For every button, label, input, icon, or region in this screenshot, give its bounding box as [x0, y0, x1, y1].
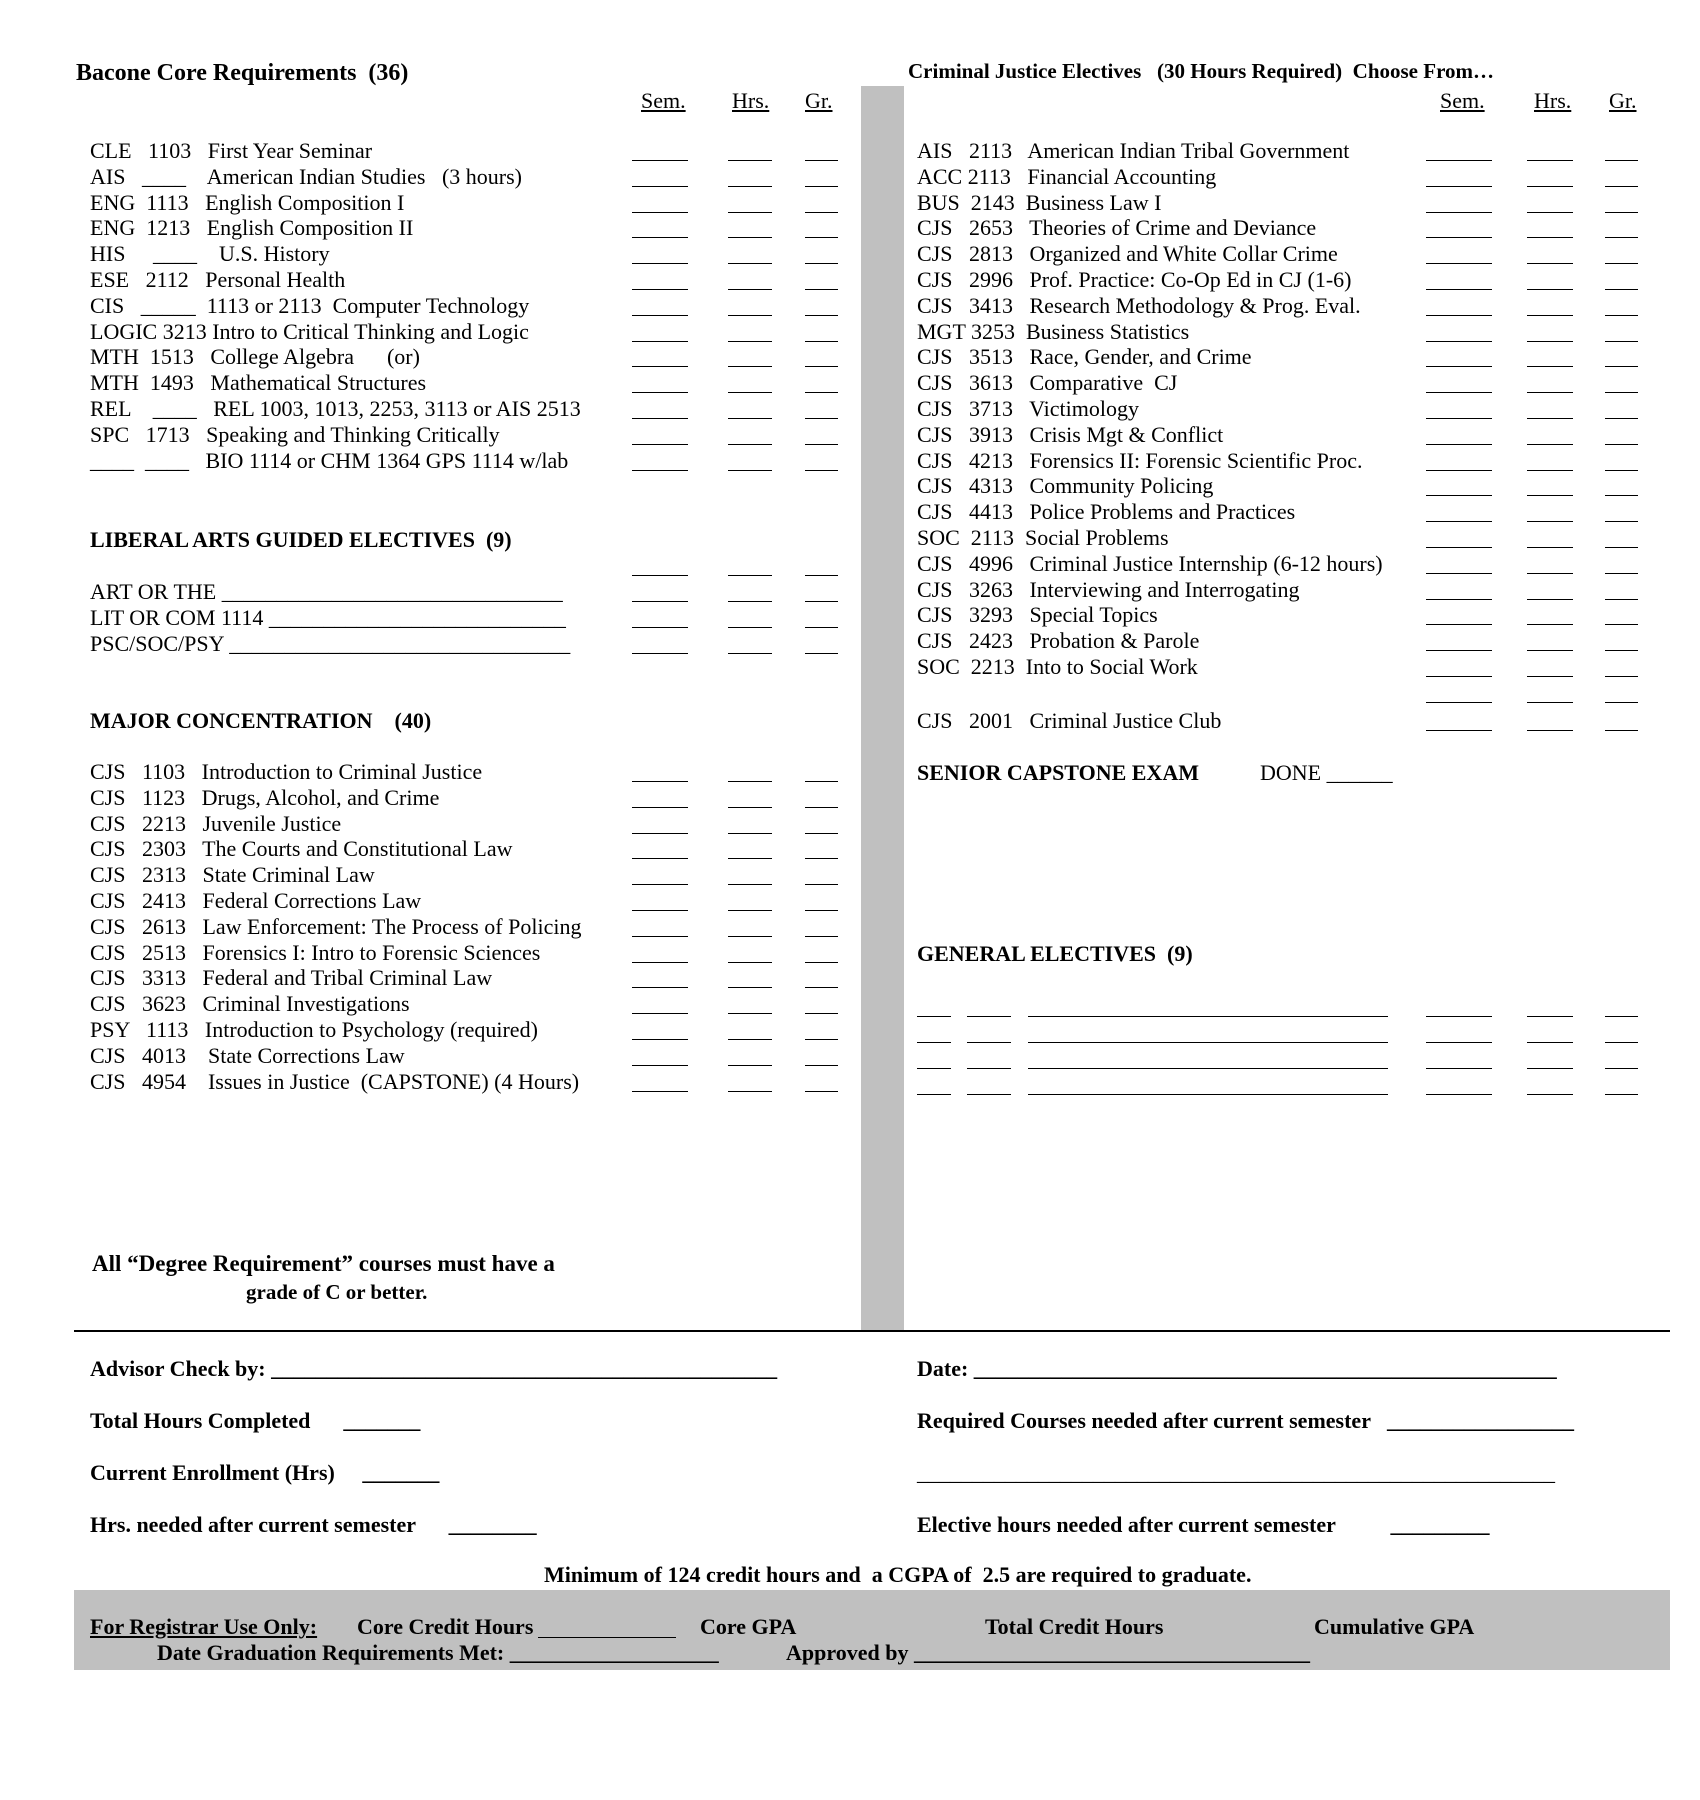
major-course-row-sem-blank[interactable] [632, 1065, 688, 1066]
core-course-row-hrs-blank[interactable] [728, 341, 772, 342]
elective-course-row-hrs-blank[interactable] [1527, 341, 1573, 342]
elective-course-row-sem-blank[interactable] [1426, 676, 1492, 677]
major-course-row: CJS 1103 Introduction to Criminal Justice [90, 759, 483, 784]
core-course-row-sem-blank[interactable] [632, 212, 688, 213]
major-course-row-hrs-blank[interactable] [728, 962, 772, 963]
core-course-row-hrs-blank[interactable] [728, 392, 772, 393]
liberal-row-hrs-blank[interactable] [728, 601, 772, 602]
elective-course-row-sem-blank[interactable] [1426, 315, 1492, 316]
elective-course-row: AIS 2113 American Indian Tribal Government [917, 138, 1350, 163]
core-credit-blank[interactable] [538, 1637, 676, 1638]
elective-course-row-gr-blank[interactable] [1605, 521, 1638, 522]
elective-course-row-hrs-blank[interactable] [1527, 547, 1573, 548]
core-course-row-hrs-blank[interactable] [728, 366, 772, 367]
general-elective-blank[interactable] [1028, 1016, 1388, 1017]
elective-course-row: MGT 3253 Business Statistics [917, 318, 1190, 344]
major-course-row-gr-blank[interactable] [805, 833, 838, 834]
core-course-row-sem-blank[interactable] [632, 186, 688, 187]
grade-note-line1: All “Degree Requirement” courses must have a [92, 1251, 555, 1276]
core-course-row: AIS ____ American Indian Studies (3 hours) [90, 163, 522, 189]
core-course-row-hrs-blank[interactable] [728, 160, 772, 161]
major-course-row: CJS 4013 State Corrections Law [90, 1042, 405, 1068]
liberal-row-sem-blank[interactable] [632, 653, 688, 654]
major-course-row-gr-blank[interactable] [805, 936, 838, 937]
general-elective-row-hrs-blank[interactable] [1527, 1042, 1573, 1043]
core-course-row-hrs-blank[interactable] [728, 263, 772, 264]
core-course-row-gr-blank[interactable] [805, 470, 838, 471]
elective-course-row: CJS 3913 Crisis Mgt & Conflict [917, 421, 1224, 447]
core-course-row-sem-blank[interactable] [632, 237, 688, 238]
major-course-row-sem-blank[interactable] [632, 807, 688, 808]
core-course-row: CLE 1103 First Year Seminar [90, 138, 373, 163]
general-elective-row-hrs-blank[interactable] [1527, 1068, 1573, 1069]
elective-course-row-gr-blank[interactable] [1605, 366, 1638, 367]
capstone-done[interactable]: DONE ______ [1260, 760, 1393, 785]
elective-course-row: CJS 3713 Victimology [917, 396, 1139, 421]
elective-course-row-gr-blank[interactable] [1605, 676, 1638, 677]
core-course-row-hrs-blank[interactable] [728, 444, 772, 445]
major-course-row: PSY 1113 Introduction to Psychology (required) [90, 1017, 538, 1042]
major-course-row-gr-blank[interactable] [805, 987, 838, 988]
gr-header-right: Gr. [1609, 88, 1637, 113]
major-course-row: CJS 3313 Federal and Tribal Criminal Law [90, 965, 493, 991]
core-course-row-sem-blank[interactable] [632, 470, 688, 471]
club-sem-blank[interactable] [1426, 730, 1492, 731]
core-course-row-gr-blank[interactable] [805, 444, 838, 445]
elective-course-row-hrs-blank[interactable] [1527, 444, 1573, 445]
major-course-row: CJS 2513 Forensics I: Intro to Forensic Sciences [90, 939, 541, 965]
core-title: Bacone Core Requirements (36) [76, 60, 409, 86]
major-course-row: CJS 2213 Juvenile Justice [90, 810, 342, 836]
gr-header-left: Gr. [805, 88, 833, 113]
elective-course-row-sem-blank[interactable] [1426, 212, 1492, 213]
general-elective-row-hrs-blank[interactable] [1527, 1016, 1573, 1017]
major-course-row-gr-blank[interactable] [805, 1013, 838, 1014]
liberal-extra-sem-blank[interactable] [632, 575, 688, 576]
liberal-row-gr-blank[interactable] [805, 653, 838, 654]
core-course-row: REL ____ REL 1003, 1013, 2253, 3113 or AIS 2513 [90, 396, 581, 421]
major-course-row-sem-blank[interactable] [632, 1039, 688, 1040]
hrs-header-left: Hrs. [732, 88, 770, 113]
elective-course-row: CJS 3293 Special Topics [917, 602, 1158, 628]
major-course-row-gr-blank[interactable] [805, 910, 838, 911]
major-course-row: CJS 2303 The Courts and Constitutional Law [90, 836, 513, 862]
major-course-row-sem-blank[interactable] [632, 858, 688, 859]
elective-course-row-hrs-blank[interactable] [1527, 573, 1573, 574]
core-course-row-hrs-blank[interactable] [728, 186, 772, 187]
elective-course-row-sem-blank[interactable] [1426, 418, 1492, 419]
elective-course-row: CJS 4213 Forensics II: Forensic Scientific Proc. [917, 447, 1363, 473]
elective-course-row-gr-blank[interactable] [1605, 186, 1638, 187]
major-course-row-sem-blank[interactable] [632, 987, 688, 988]
liberal-row-hrs-blank[interactable] [728, 627, 772, 628]
major-course-row-sem-blank[interactable] [632, 884, 688, 885]
core-course-row-sem-blank[interactable] [632, 160, 688, 161]
general-elective-row-sem-blank[interactable] [1426, 1094, 1492, 1095]
elective-course-row-hrs-blank[interactable] [1527, 160, 1573, 161]
major-course-row-gr-blank[interactable] [805, 1065, 838, 1066]
capstone-label: SENIOR CAPSTONE EXAM [917, 760, 1199, 785]
major-course-row-gr-blank[interactable] [805, 781, 838, 782]
general-elective-blank[interactable] [967, 1042, 1011, 1043]
general-elective-row-gr-blank[interactable] [1605, 1068, 1638, 1069]
elective-course-row-sem-blank[interactable] [1426, 289, 1492, 290]
club-gr-blank[interactable] [1605, 730, 1638, 731]
elective-course-row-sem-blank[interactable] [1426, 341, 1492, 342]
elective-course-row: CJS 3263 Interviewing and Interrogating [917, 576, 1300, 602]
core-course-row-gr-blank[interactable] [805, 341, 838, 342]
electives-title: Criminal Justice Electives (30 Hours Required) Choose From… [908, 59, 1495, 83]
core-course-row: ____ ____ BIO 1114 or CHM 1364 GPS 1114 w/lab [90, 447, 569, 473]
core-course-row-gr-blank[interactable] [805, 366, 838, 367]
elective-extra-gr-blank[interactable] [1605, 702, 1638, 703]
sem-header-right: Sem. [1440, 88, 1485, 113]
elective-course-row: CJS 4313 Community Policing [917, 473, 1214, 499]
elective-course-row-hrs-blank[interactable] [1527, 495, 1573, 496]
date-field[interactable]: Date: _____________________________________________________ [917, 1356, 1557, 1381]
elective-course-row-gr-blank[interactable] [1605, 624, 1638, 625]
core-course-row-sem-blank[interactable] [632, 263, 688, 264]
liberal-row: ART OR THE _______________________________ [90, 579, 563, 604]
liberal-row: PSC/SOC/PSY _______________________________ [90, 630, 571, 656]
elective-course-row-hrs-blank[interactable] [1527, 212, 1573, 213]
elective-course-row-gr-blank[interactable] [1605, 341, 1638, 342]
hrs-header-right: Hrs. [1534, 88, 1572, 113]
core-course-row-hrs-blank[interactable] [728, 315, 772, 316]
elective-course-row-sem-blank[interactable] [1426, 495, 1492, 496]
cj-club: CJS 2001 Criminal Justice Club [917, 708, 1222, 733]
elective-course-row-gr-blank[interactable] [1605, 444, 1638, 445]
major-course-row-hrs-blank[interactable] [728, 910, 772, 911]
elective-course-row-gr-blank[interactable] [1605, 418, 1638, 419]
cumulative-gpa: Cumulative GPA [1314, 1614, 1475, 1639]
elective-course-row-hrs-blank[interactable] [1527, 599, 1573, 600]
major-course-row-hrs-blank[interactable] [728, 858, 772, 859]
elective-course-row-hrs-blank[interactable] [1527, 470, 1573, 471]
elective-course-row-gr-blank[interactable] [1605, 547, 1638, 548]
elective-course-row-hrs-blank[interactable] [1527, 392, 1573, 393]
elective-course-row: CJS 2423 Probation & Parole [917, 628, 1200, 654]
core-credit-hours: Core Credit Hours [357, 1614, 534, 1639]
section-separator [74, 1330, 1670, 1332]
major-course-row-hrs-blank[interactable] [728, 807, 772, 808]
elective-course-row-sem-blank[interactable] [1426, 470, 1492, 471]
elective-course-row-hrs-blank[interactable] [1527, 650, 1573, 651]
core-course-row: LOGIC 3213 Intro to Critical Thinking and Logic [90, 318, 529, 344]
elective-course-row-hrs-blank[interactable] [1527, 676, 1573, 677]
date-requirements-met[interactable]: Date Graduation Requirements Met: ___________________ [157, 1640, 719, 1665]
major-course-row-sem-blank[interactable] [632, 936, 688, 937]
elective-course-row-gr-blank[interactable] [1605, 495, 1638, 496]
core-course-row-hrs-blank[interactable] [728, 237, 772, 238]
liberal-row-hrs-blank[interactable] [728, 653, 772, 654]
elective-course-row: CJS 4413 Police Problems and Practices [917, 499, 1296, 525]
major-course-row-hrs-blank[interactable] [728, 936, 772, 937]
elective-course-row: SOC 2213 Into to Social Work [917, 654, 1198, 679]
elective-course-row-hrs-blank[interactable] [1527, 366, 1573, 367]
core-course-row-gr-blank[interactable] [805, 212, 838, 213]
total-credit-hours: Total Credit Hours [985, 1614, 1164, 1639]
core-course-row-gr-blank[interactable] [805, 418, 838, 419]
elective-course-row-gr-blank[interactable] [1605, 392, 1638, 393]
elective-course-row-sem-blank[interactable] [1426, 237, 1492, 238]
core-course-row-hrs-blank[interactable] [728, 289, 772, 290]
core-course-row: ESE 2112 Personal Health [90, 267, 346, 292]
liberal-row-sem-blank[interactable] [632, 627, 688, 628]
core-course-row-hrs-blank[interactable] [728, 418, 772, 419]
major-course-row-hrs-blank[interactable] [728, 884, 772, 885]
general-elective-row-hrs-blank[interactable] [1527, 1094, 1573, 1095]
core-course-row-gr-blank[interactable] [805, 263, 838, 264]
general-elective-row-gr-blank[interactable] [1605, 1016, 1638, 1017]
core-course-row: ENG 1113 English Composition I [90, 189, 405, 215]
general-elective-blank[interactable] [967, 1016, 1011, 1017]
major-course-row-sem-blank[interactable] [632, 1013, 688, 1014]
major-course-row-hrs-blank[interactable] [728, 1065, 772, 1066]
liberal-row-gr-blank[interactable] [805, 601, 838, 602]
core-gpa: Core GPA [700, 1614, 797, 1639]
elective-course-row-sem-blank[interactable] [1426, 444, 1492, 445]
elective-course-row: BUS 2143 Business Law I [917, 189, 1162, 215]
elective-course-row-gr-blank[interactable] [1605, 599, 1638, 600]
core-course-row-gr-blank[interactable] [805, 237, 838, 238]
core-course-row-sem-blank[interactable] [632, 341, 688, 342]
core-course-row-sem-blank[interactable] [632, 418, 688, 419]
elective-course-row-sem-blank[interactable] [1426, 521, 1492, 522]
core-course-row-sem-blank[interactable] [632, 392, 688, 393]
general-elective-blank[interactable] [917, 1068, 951, 1069]
major-course-row-hrs-blank[interactable] [728, 781, 772, 782]
general-elective-blank[interactable] [1028, 1068, 1388, 1069]
general-elective-row-gr-blank[interactable] [1605, 1042, 1638, 1043]
elective-course-row-hrs-blank[interactable] [1527, 624, 1573, 625]
elective-course-row-hrs-blank[interactable] [1527, 237, 1573, 238]
major-course-row-sem-blank[interactable] [632, 1091, 688, 1092]
liberal-row-sem-blank[interactable] [632, 601, 688, 602]
core-course-row-sem-blank[interactable] [632, 289, 688, 290]
liberal-extra-hrs-blank[interactable] [728, 575, 772, 576]
major-course-row-hrs-blank[interactable] [728, 833, 772, 834]
elective-course-row-hrs-blank[interactable] [1527, 418, 1573, 419]
major-course-row: CJS 3623 Criminal Investigations [90, 991, 410, 1017]
general-elective-blank[interactable] [1028, 1042, 1388, 1043]
elective-course-row-sem-blank[interactable] [1426, 650, 1492, 651]
general-elective-blank[interactable] [1028, 1094, 1388, 1095]
elective-hours-needed[interactable]: Elective hours needed after current semester _________ [917, 1512, 1490, 1537]
major-course-row: CJS 1123 Drugs, Alcohol, and Crime [90, 784, 440, 810]
major-course-row-sem-blank[interactable] [632, 833, 688, 834]
core-course-row-gr-blank[interactable] [805, 315, 838, 316]
major-course-row-gr-blank[interactable] [805, 858, 838, 859]
extra-blank-line[interactable]: __________________________________________________________ [917, 1460, 1555, 1485]
elective-course-row-sem-blank[interactable] [1426, 392, 1492, 393]
club-hrs-blank[interactable] [1527, 730, 1573, 731]
elective-course-row-gr-blank[interactable] [1605, 237, 1638, 238]
major-course-row: CJS 2313 State Criminal Law [90, 862, 375, 888]
elective-course-row-hrs-blank[interactable] [1527, 186, 1573, 187]
core-course-row: CIS _____ 1113 or 2113 Computer Technology [90, 292, 530, 318]
elective-course-row-gr-blank[interactable] [1605, 289, 1638, 290]
liberal-row-gr-blank[interactable] [805, 627, 838, 628]
major-course-row: CJS 2413 Federal Corrections Law [90, 888, 422, 913]
elective-course-row: CJS 3613 Comparative CJ [917, 370, 1178, 396]
core-course-row: HIS ____ U.S. History [90, 241, 330, 267]
elective-course-row: ACC 2113 Financial Accounting [917, 163, 1217, 189]
graduation-minimum: Minimum of 124 credit hours and a CGPA of 2.5 are required to graduate. [544, 1562, 1252, 1587]
elective-course-row-sem-blank[interactable] [1426, 366, 1492, 367]
elective-course-row-gr-blank[interactable] [1605, 212, 1638, 213]
elective-course-row-sem-blank[interactable] [1426, 573, 1492, 574]
major-course-row: CJS 2613 Law Enforcement: The Process of Policing [90, 913, 582, 939]
elective-course-row-sem-blank[interactable] [1426, 547, 1492, 548]
core-course-row-sem-blank[interactable] [632, 315, 688, 316]
liberal-row: LIT OR COM 1114 ___________________________ [90, 604, 566, 630]
major-course-row-gr-blank[interactable] [805, 962, 838, 963]
general-elective-blank[interactable] [917, 1094, 951, 1095]
liberal-extra-gr-blank[interactable] [805, 575, 838, 576]
elective-course-row-sem-blank[interactable] [1426, 263, 1492, 264]
general-elective-blank[interactable] [967, 1068, 1011, 1069]
core-course-row: MTH 1493 Mathematical Structures [90, 370, 427, 396]
core-course-row: SPC 1713 Speaking and Thinking Critically [90, 421, 500, 447]
elective-course-row: CJS 2996 Prof. Practice: Co-Op Ed in CJ (1-6) [917, 267, 1352, 292]
column-divider [861, 86, 904, 1330]
core-course-row: MTH 1513 College Algebra (or) [90, 344, 420, 370]
elective-course-row-hrs-blank[interactable] [1527, 521, 1573, 522]
elective-course-row-sem-blank[interactable] [1426, 186, 1492, 187]
registrar-label: For Registrar Use Only: [90, 1614, 318, 1639]
core-course-row-gr-blank[interactable] [805, 186, 838, 187]
core-course-row: ENG 1213 English Composition II [90, 215, 414, 241]
general-elective-row-sem-blank[interactable] [1426, 1068, 1492, 1069]
elective-course-row-hrs-blank[interactable] [1527, 263, 1573, 264]
core-course-row-hrs-blank[interactable] [728, 212, 772, 213]
elective-course-row: SOC 2113 Social Problems [917, 525, 1169, 550]
major-course-row-hrs-blank[interactable] [728, 1039, 772, 1040]
general-elective-row-gr-blank[interactable] [1605, 1094, 1638, 1095]
sem-header-left: Sem. [641, 88, 686, 113]
core-course-row-gr-blank[interactable] [805, 289, 838, 290]
elective-course-row-sem-blank[interactable] [1426, 599, 1492, 600]
elective-course-row-gr-blank[interactable] [1605, 160, 1638, 161]
elective-course-row-gr-blank[interactable] [1605, 573, 1638, 574]
general-elective-row-sem-blank[interactable] [1426, 1016, 1492, 1017]
elective-course-row-sem-blank[interactable] [1426, 624, 1492, 625]
core-course-row-sem-blank[interactable] [632, 444, 688, 445]
total-hours-completed[interactable]: Total Hours Completed _______ [90, 1408, 421, 1433]
elective-course-row: CJS 4996 Criminal Justice Internship (6-12 hours) [917, 550, 1383, 576]
elective-course-row: CJS 3513 Race, Gender, and Crime [917, 344, 1252, 370]
major-course-row-hrs-blank[interactable] [728, 1013, 772, 1014]
elective-course-row-hrs-blank[interactable] [1527, 289, 1573, 290]
major-course-row-gr-blank[interactable] [805, 807, 838, 808]
elective-course-row: CJS 2653 Theories of Crime and Deviance [917, 215, 1317, 241]
elective-course-row: CJS 2813 Organized and White Collar Crime [917, 241, 1338, 267]
core-course-row-hrs-blank[interactable] [728, 470, 772, 471]
major-course-row-sem-blank[interactable] [632, 781, 688, 782]
advisor-check[interactable]: Advisor Check by: ______________________________________________ [90, 1356, 778, 1381]
general-elective-blank[interactable] [917, 1016, 951, 1017]
elective-course-row: CJS 3413 Research Methodology & Prog. Eval. [917, 292, 1361, 318]
elective-course-row-gr-blank[interactable] [1605, 470, 1638, 471]
current-enrollment[interactable]: Current Enrollment (Hrs) _______ [90, 1460, 440, 1485]
grade-note-line2: grade of C or better. [246, 1280, 428, 1304]
elective-extra-sem-blank[interactable] [1426, 702, 1492, 703]
major-course-row-hrs-blank[interactable] [728, 1091, 772, 1092]
elective-course-row-hrs-blank[interactable] [1527, 315, 1573, 316]
liberal-title: LIBERAL ARTS GUIDED ELECTIVES (9) [90, 527, 512, 552]
general-elective-blank[interactable] [917, 1042, 951, 1043]
elective-extra-hrs-blank[interactable] [1527, 702, 1573, 703]
elective-course-row-gr-blank[interactable] [1605, 315, 1638, 316]
major-course-row-gr-blank[interactable] [805, 884, 838, 885]
major-title: MAJOR CONCENTRATION (40) [90, 708, 432, 733]
general-elective-blank[interactable] [967, 1094, 1011, 1095]
core-course-row-gr-blank[interactable] [805, 392, 838, 393]
elective-course-row-gr-blank[interactable] [1605, 263, 1638, 264]
required-courses-needed[interactable]: Required Courses needed after current semester _________________ [917, 1408, 1575, 1433]
major-course-row-hrs-blank[interactable] [728, 987, 772, 988]
major-course-row-sem-blank[interactable] [632, 962, 688, 963]
hrs-needed[interactable]: Hrs. needed after current semester ________ [90, 1512, 537, 1537]
elective-course-row-sem-blank[interactable] [1426, 160, 1492, 161]
core-course-row-gr-blank[interactable] [805, 160, 838, 161]
core-course-row-sem-blank[interactable] [632, 366, 688, 367]
major-course-row-gr-blank[interactable] [805, 1039, 838, 1040]
general-elective-row-sem-blank[interactable] [1426, 1042, 1492, 1043]
major-course-row-sem-blank[interactable] [632, 910, 688, 911]
elective-course-row-gr-blank[interactable] [1605, 650, 1638, 651]
approved-by[interactable]: Approved by ____________________________________ [786, 1640, 1310, 1665]
general-title: GENERAL ELECTIVES (9) [917, 941, 1193, 966]
major-course-row-gr-blank[interactable] [805, 1091, 838, 1092]
major-course-row: CJS 4954 Issues in Justice (CAPSTONE) (4 Hours) [90, 1068, 580, 1094]
